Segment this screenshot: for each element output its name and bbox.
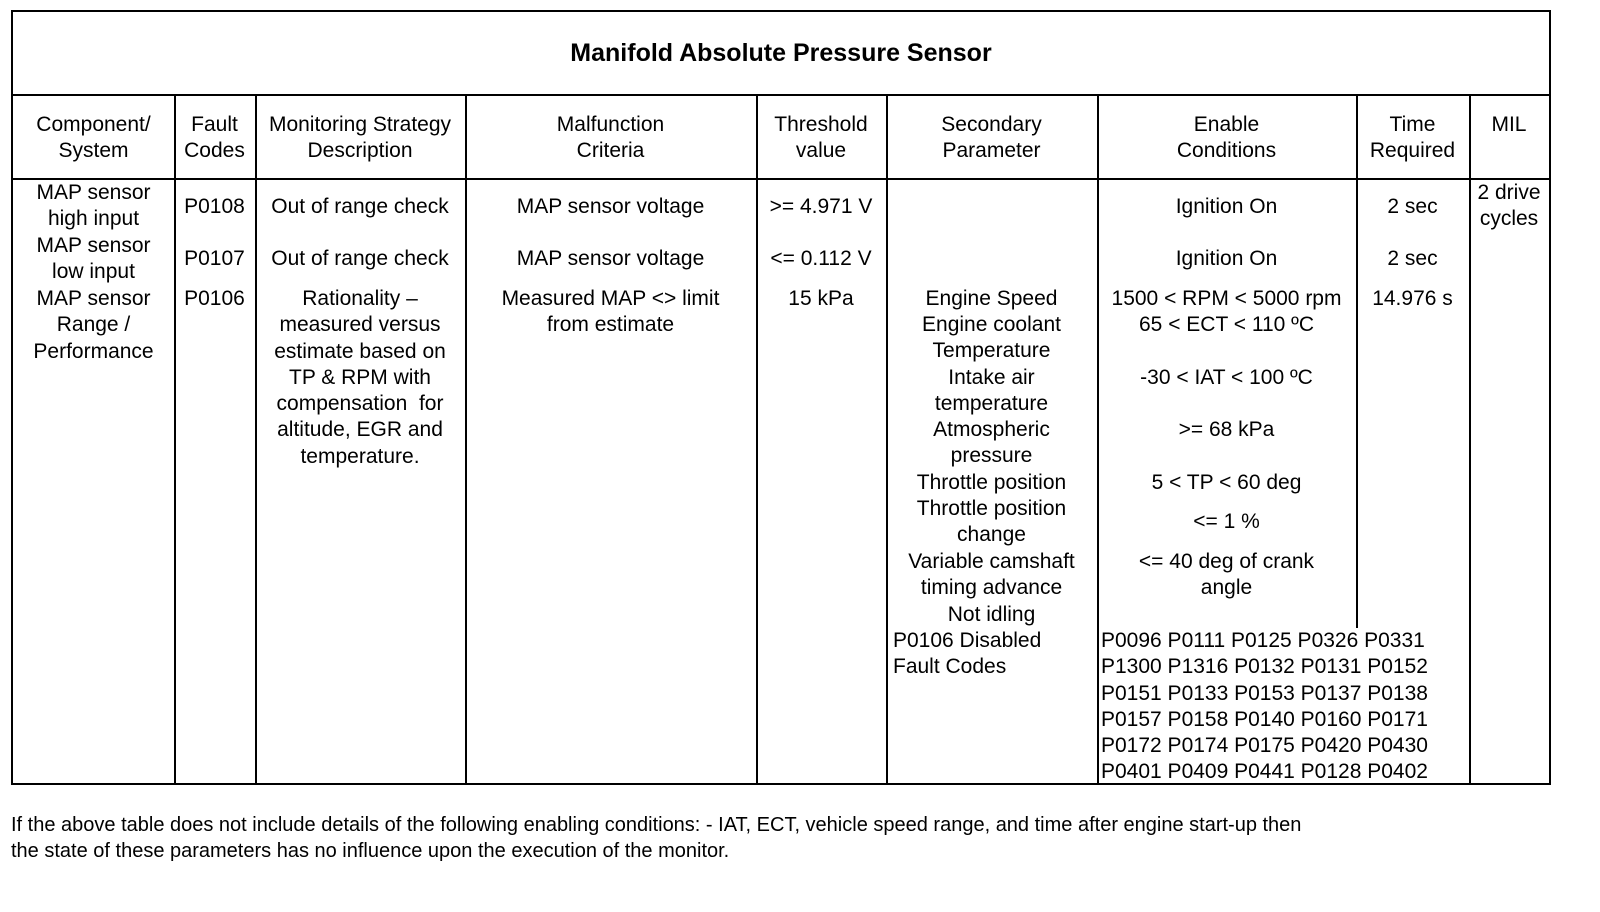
map-sensor-table <box>11 10 1551 785</box>
header-secondary: Secondary Parameter <box>941 113 1042 163</box>
header-mil: MIL <box>1491 113 1527 136</box>
secondary-param: Engine Speed <box>925 287 1058 310</box>
header-fault-codes: Fault Codes <box>184 113 245 163</box>
column-divider <box>1356 96 1358 628</box>
enable-condition: <= 40 deg of crank angle <box>1138 550 1315 600</box>
header-enable: Enable Conditions <box>1176 113 1277 163</box>
row1-malfunction: MAP sensor voltage <box>516 195 705 218</box>
header-time: Time Required <box>1369 113 1456 163</box>
row3-fault-code: P0106 <box>184 287 245 310</box>
row2-threshold: <= 0.112 V <box>770 247 872 270</box>
secondary-param: Atmospheric pressure <box>933 418 1050 468</box>
enable-condition: 1500 < RPM < 5000 rpm <box>1111 287 1342 310</box>
secondary-param: Not idling <box>947 603 1036 626</box>
enable-condition: <= 1 % <box>1193 510 1260 533</box>
row3-malfunction: Measured MAP <> limit from estimate <box>501 287 720 337</box>
secondary-param: Intake air temperature <box>934 366 1049 416</box>
row1-enable: Ignition On <box>1175 195 1278 218</box>
header-threshold: Threshold value <box>774 113 868 163</box>
header-divider <box>13 178 1549 180</box>
row3-component: MAP sensor Range / Performance <box>33 287 154 363</box>
secondary-param: Throttle position change <box>916 497 1067 547</box>
row1-threshold: >= 4.971 V <box>769 195 873 218</box>
row2-fault-code: P0107 <box>184 247 245 270</box>
row3-strategy: Rationality – measured versus estimate based on TP & RPM with compensation for altitude, EGR and temperature. <box>274 287 446 468</box>
row1-strategy: Out of range check <box>271 195 449 218</box>
row1-time: 2 sec <box>1387 195 1438 218</box>
header-component: Component/ System <box>36 113 151 163</box>
disabled-fault-codes: P0096 P0111 P0125 P0326 P0331 P1300 P1316 P0132 P0131 P0152 P0151 P0133 P0153 P0137 P0138 P0157 P0158 P0140 P0160 P0171 P0172 P0174 P0175 P0420 P0430 P0401 P0409 P0441 P0128 P0402 <box>1101 629 1428 784</box>
mil-value: 2 drive cycles <box>1477 181 1541 231</box>
header-strategy: Monitoring Strategy Description <box>268 113 452 163</box>
row2-time: 2 sec <box>1387 247 1438 270</box>
secondary-param: Variable camshaft timing advance <box>908 550 1075 600</box>
secondary-param: Throttle position <box>916 471 1067 494</box>
row2-malfunction: MAP sensor voltage <box>516 247 705 270</box>
row2-strategy: Out of range check <box>271 247 449 270</box>
secondary-param: Engine coolant Temperature <box>922 313 1061 363</box>
row3-threshold: 15 kPa <box>788 287 854 310</box>
row2-component: MAP sensor low input <box>36 234 151 284</box>
enable-condition: 5 < TP < 60 deg <box>1151 471 1302 494</box>
row1-fault-code: P0108 <box>184 195 245 218</box>
enable-condition: >= 68 kPa <box>1178 418 1275 441</box>
row2-enable: Ignition On <box>1175 247 1278 270</box>
row1-component: MAP sensor high input <box>36 181 151 231</box>
enable-condition: -30 < IAT < 100 ºC <box>1140 366 1313 389</box>
footnote: If the above table does not include details of the following enabling conditions: - IAT, ECT, vehicle speed range, and time after engine start-up then the state of these parameters has no influence upon the execution of the monitor. <box>11 814 1302 862</box>
enable-condition: 65 < ECT < 110 ºC <box>1139 313 1314 336</box>
row3-time: 14.976 s <box>1372 287 1453 310</box>
disabled-codes-label: P0106 Disabled Fault Codes <box>893 629 1042 679</box>
header-malfunction: Malfunction Criteria <box>556 113 665 163</box>
table-title: Manifold Absolute Pressure Sensor <box>13 12 1549 96</box>
